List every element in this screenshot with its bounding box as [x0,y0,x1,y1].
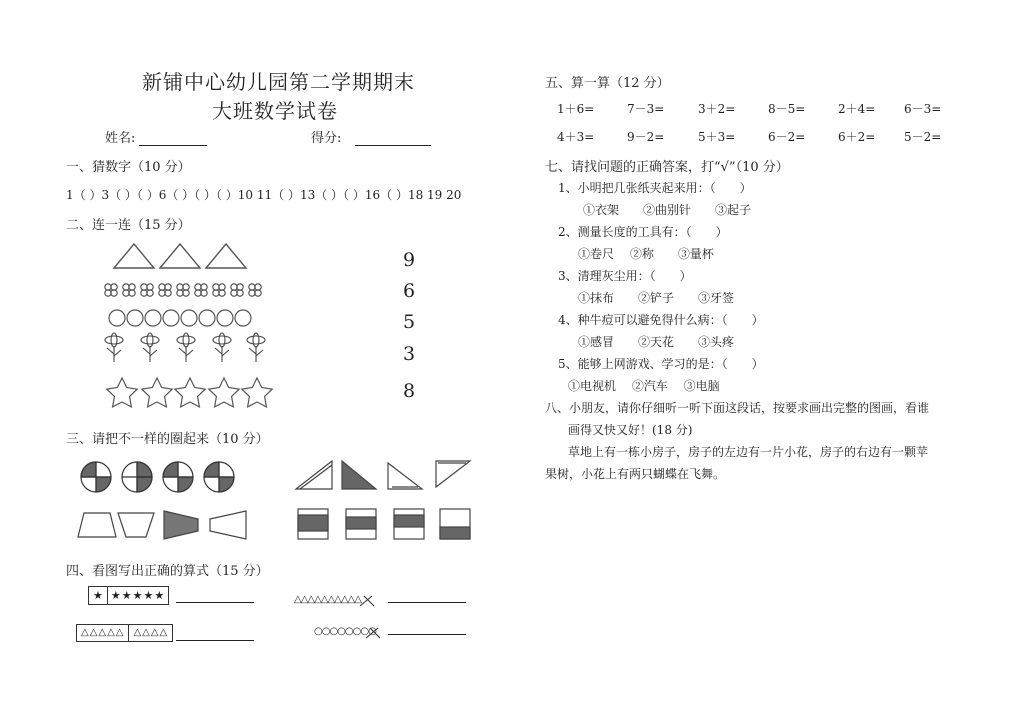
math-problem: 5－2= [904,130,942,144]
section5-heading: 五、算一算（12 分） [545,76,670,91]
quarter-circles [81,462,234,492]
question-1-options[interactable]: ①衣架 ②曲别针 ③起子 [583,203,752,217]
circle-row [109,310,251,326]
section3-heading: 三、请把不一样的圈起来（10 分） [66,432,269,447]
math-problem: 3＋2= [698,102,736,116]
match-number-1: 9 [403,249,416,271]
answer-line-4[interactable] [388,620,466,635]
question-5: 5、能够上网游戏、学习的是：（ ） [558,357,764,371]
math-problem: 8－5= [768,102,806,116]
question-5-options[interactable]: ①电视机 ②汽车 ③电脑 [568,379,720,393]
circle-row-crossed: ○○○○○○○○ [314,626,376,637]
number-sequence: 1（ ）3（ ）（ ）6（ ）（ ）（ ）10 11（ ）13（ ）（ ）16（ ）18 19 20 [66,188,462,202]
match-number-4: 3 [403,343,416,365]
star-box-right: ★★★★★ [110,589,166,602]
match-number-5: 8 [403,380,416,402]
math-problem: 6－2= [768,130,806,144]
math-problem: 2＋4= [838,102,876,116]
triangle-box-left: △△△△△ [77,625,129,641]
math-problem: 4＋3= [557,130,595,144]
answer-line-3[interactable] [388,588,466,603]
rectangles [298,509,470,539]
math-problem: 6＋2= [838,130,876,144]
score-blank[interactable] [355,131,431,146]
title-line-2: 大班数学试卷 [212,99,338,123]
math-problem: 5＋3= [698,130,736,144]
name-label: 姓名: [105,131,136,146]
section1-heading: 一、猜数字（10 分） [66,160,191,175]
answer-line-2[interactable] [176,626,254,641]
match-number-3: 5 [403,311,416,333]
answer-line-1[interactable] [176,588,254,603]
section2-heading: 二、连一连（15 分） [66,218,191,233]
math-problem: 1＋6= [557,102,595,116]
question-2-options[interactable]: ①卷尺 ②称 ③量杯 [578,247,714,261]
section8-heading-2: 画得又快又好！(18 分) [568,423,693,437]
triangle-row-crossed: △△△△△△△△△△ [294,594,361,605]
math-problem: 6－3= [904,102,942,116]
triangles [296,461,470,489]
section4-heading: 四、看图写出正确的算式（15 分） [66,564,269,579]
triangle-box-right: △△△△ [133,627,169,638]
star-box-left: ★ [89,587,108,604]
name-blank[interactable] [139,131,207,146]
math-problem: 9－2= [627,130,665,144]
math-problem: 7－3= [627,102,665,116]
title-line-1: 新铺中心幼儿园第二学期期末 [142,70,415,94]
triangle-row [114,244,246,268]
flower-row [105,333,265,362]
odd-one-out-shapes[interactable] [70,455,490,555]
question-4: 4、种牛痘可以避免得什么病：（ ） [558,313,764,327]
triangle-box [76,624,173,642]
star-box [88,586,169,605]
question-1: 1、小明把几张纸夹起来用：（ ） [558,181,752,195]
question-3-options[interactable]: ①抹布 ②铲子 ③牙签 [578,291,735,305]
section8-paragraph-1: 草地上有一栋小房子，房子的左边有一片小花，房子的右边有一颗苹 [568,445,929,459]
match-number-2: 6 [403,280,416,302]
section7-heading: 七、请找问题的正确答案，打“√”（10 分） [545,160,789,175]
question-3: 3、清理灰尘用：（ ） [558,269,692,283]
score-field[interactable] [311,127,431,146]
score-label: 得分: [311,131,342,146]
star-row [107,378,272,407]
flower-knot-row [105,284,261,296]
name-field[interactable] [105,127,207,146]
matching-pictures [100,236,390,426]
trapezoids [78,511,246,539]
cross-mark-icon [364,626,384,640]
cross-mark-icon [358,594,378,608]
question-2: 2、测量长度的工具有：（ ） [558,225,728,239]
section8-heading: 八、小朋友，请你仔细听一听下面这段话，按要求画出完整的图画，看谁 [545,401,930,415]
section8-paragraph-2: 果树，小花上有两只蝴蝶在飞舞。 [545,467,726,481]
question-4-options[interactable]: ①感冒 ②天花 ③头疼 [578,335,735,349]
